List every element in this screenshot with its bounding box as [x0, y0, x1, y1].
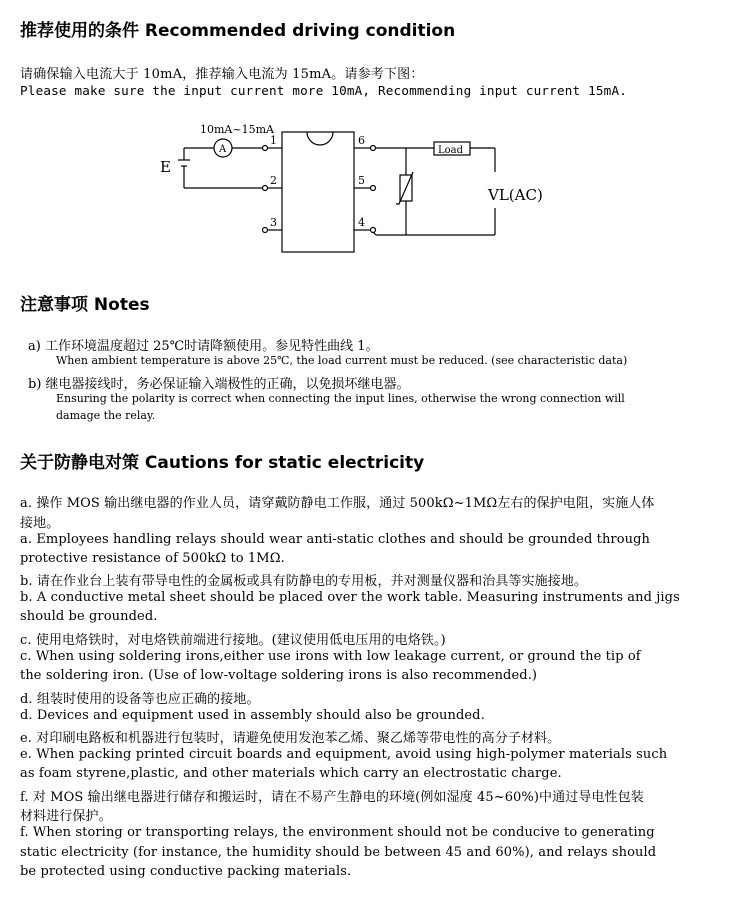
caution-line: c. 使用电烙铁时，对电烙铁前端进行接地。(建议使用低电压用的电烙铁。) [20, 633, 446, 648]
note-a-en: When ambient temperature is above 25℃, the load current must be reduced. (see characteristic data) [56, 354, 628, 367]
pin-label-6: 6 [358, 134, 365, 147]
pin-label-1: 1 [270, 134, 277, 147]
caution-line: be protected using conductive packing materials. [20, 864, 352, 879]
note-a-cn: a) 工作环境温度超过 25℃时请降额使用。参见特性曲线 1。 [28, 339, 379, 354]
caution-line: b. 请在作业台上装有带导电性的金属板或具有防静电的专用板，并对测量仪器和治具等实施接地。 [20, 574, 588, 589]
caution-line: as foam styrene,plastic, and other materials which carry an electrostatic charge. [20, 766, 562, 781]
circuit-diagram [150, 120, 710, 260]
caution-line: should be grounded. [20, 609, 158, 624]
note-b-cn: b) 继电器接线时，务必保证输入端极性的正确，以免损坏继电器。 [28, 377, 410, 392]
caution-line: c. When using soldering irons,either use irons with low leakage current, or ground the tip of [20, 649, 641, 664]
section-title-driving-condition: 推荐使用的条件 Recommended driving condition [20, 21, 456, 41]
caution-line: d. Devices and equipment used in assembly should also be grounded. [20, 708, 485, 723]
caution-line: f. When storing or transporting relays, the environment should not be conducive to generating [20, 825, 655, 840]
caution-line: static electricity (for instance, the humidity should be between 45 and 60%), and relays should [20, 845, 657, 860]
source-label: E [160, 158, 171, 176]
relay-ic-body [282, 132, 354, 252]
section-title-static-cautions: 关于防静电对策 Cautions for static electricity [20, 453, 425, 473]
driving-condition-text-cn: 请确保输入电流大于 10mA，推荐输入电流为 15mA。请参考下图： [20, 67, 424, 82]
driving-condition-text-en: Please make sure the input current more 10mA, Recommending input current 15mA. [20, 83, 628, 98]
ammeter-label: A [219, 144, 227, 155]
caution-line: e. 对印刷电路板和机器进行包装时，请避免使用发泡苯乙烯、聚乙烯等带电性的高分子材料。 [20, 731, 561, 746]
load-label: Load [438, 145, 464, 156]
caution-line: d. 组装时使用的设备等也应正确的接地。 [20, 692, 260, 707]
caution-line: protective resistance of 500kΩ to 1MΩ. [20, 551, 285, 566]
current-label: 10mA~15mA [200, 123, 274, 136]
caution-line: e. When packing printed circuit boards and equipment, avoid using high-polymer materials such [20, 747, 668, 762]
caution-line: the soldering iron. (Use of low-voltage soldering irons is also recommended.) [20, 668, 538, 683]
section-title-notes: 注意事项 Notes [20, 295, 150, 315]
note-b-en-line1: Ensuring the polarity is correct when connecting the input lines, otherwise the wrong connection will [56, 392, 625, 405]
pin-label-2: 2 [270, 174, 277, 187]
pin-label-4: 4 [358, 216, 365, 229]
caution-line: 材料进行保护。 [20, 809, 112, 824]
pin-label-5: 5 [358, 174, 365, 187]
caution-line: a. 操作 MOS 输出继电器的作业人员，请穿戴防静电工作服，通过 500kΩ~1MΩ左右的保护电阻，实施人体 [20, 496, 655, 511]
pin-label-3: 3 [270, 216, 277, 229]
note-b-en-line2: damage the relay. [56, 409, 156, 422]
vl-label: VL(AC) [488, 186, 543, 204]
caution-line: 接地。 [20, 516, 60, 531]
caution-line: f. 对 MOS 输出继电器进行储存和搬运时，请在不易产生静电的环境(例如湿度 45~60%)中通过导电性包装 [20, 790, 644, 805]
caution-line: a. Employees handling relays should wear anti-static clothes and should be grounded through [20, 532, 651, 547]
caution-line: b. A conductive metal sheet should be placed over the work table. Measuring instruments and jigs [20, 590, 680, 605]
